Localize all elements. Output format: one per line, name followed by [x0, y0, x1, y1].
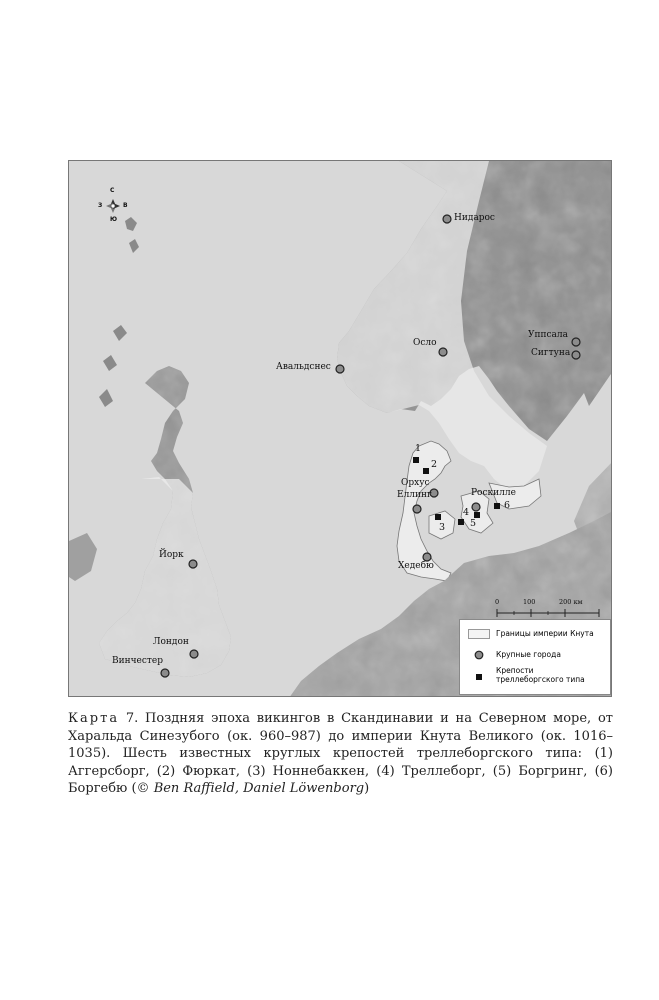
fortress-marker: [494, 503, 500, 509]
city-marker: [572, 338, 580, 346]
compass-north-label: С: [110, 187, 115, 194]
city-label: Авальдснес: [276, 362, 331, 372]
compass-east-label: В: [123, 202, 128, 209]
fortress-marker: [435, 514, 441, 520]
city-label: Хедебю: [398, 561, 434, 571]
city-label: Сигтуна: [531, 348, 571, 358]
scale-label: 0: [495, 598, 500, 606]
map-caption: [68, 710, 613, 798]
city-marker: [161, 669, 169, 677]
fortress-number: 5: [470, 518, 477, 529]
fortress-number: 2: [431, 459, 438, 470]
scale-label: 100: [523, 598, 536, 606]
caption-prefix: Карта: [68, 711, 120, 726]
map: [68, 160, 612, 697]
city-label: Лондон: [153, 637, 189, 647]
city-marker: [439, 348, 447, 356]
city-marker: [336, 365, 344, 373]
city-label: Роскилле: [471, 488, 516, 498]
city-marker: [413, 505, 421, 513]
city-label: Нидарос: [454, 213, 495, 223]
scale-label: 200 км: [559, 598, 583, 606]
fortress-number: 1: [415, 443, 422, 454]
fortress-marker: [458, 519, 464, 525]
legend-fortress-label-1: Крепости: [496, 666, 534, 675]
city-marker: [189, 560, 197, 568]
map-canvas: [69, 161, 612, 697]
legend-fortress-label-2: треллеборгского типа: [496, 675, 585, 684]
city-label: Орхус: [401, 478, 430, 488]
compass-west-label: З: [98, 202, 103, 209]
city-label: Еллинг: [397, 490, 432, 500]
fortress-number: 3: [439, 522, 446, 533]
caption-credit: Ben Raffield, Daniel Löwenborg: [153, 781, 365, 796]
map-legend: [459, 619, 611, 695]
city-label: Винчестер: [112, 656, 163, 666]
city-marker: [423, 553, 431, 561]
legend-fortress-swatch: [468, 672, 490, 682]
fortress-number: 4: [463, 507, 470, 518]
caption-text: 7. Поздняя эпоха викингов в Скандинавии и на Северном море, от Харальда Синезубого (ок. 960–987) до империи Кнута Великого (ок. 1016–1035). Шесть известных круглых крепостей треллеборгского типа: (1) Аггерсборг, (2) Фюркат, (3) Ноннебаккен, (4) Треллеборг, (5) Боргринг, (6) Боргебю (©: [68, 711, 613, 796]
city-marker: [472, 503, 480, 511]
legend-cities-label: Крупные города: [496, 650, 561, 659]
city-label: Осло: [413, 338, 437, 348]
legend-empire-swatch: [468, 629, 490, 639]
caption-suffix: ): [364, 781, 370, 796]
legend-empire-label: Границы империи Кнута: [496, 629, 594, 638]
fortress-marker: [423, 468, 429, 474]
city-marker: [572, 351, 580, 359]
fortress-marker: [413, 457, 419, 463]
legend-city-swatch: [468, 650, 490, 660]
city-marker: [190, 650, 198, 658]
city-label: Уппсала: [528, 330, 568, 340]
fortress-number: 6: [504, 500, 511, 511]
compass-south-label: Ю: [110, 216, 118, 223]
city-marker: [443, 215, 451, 223]
city-label: Йорк: [159, 550, 184, 560]
